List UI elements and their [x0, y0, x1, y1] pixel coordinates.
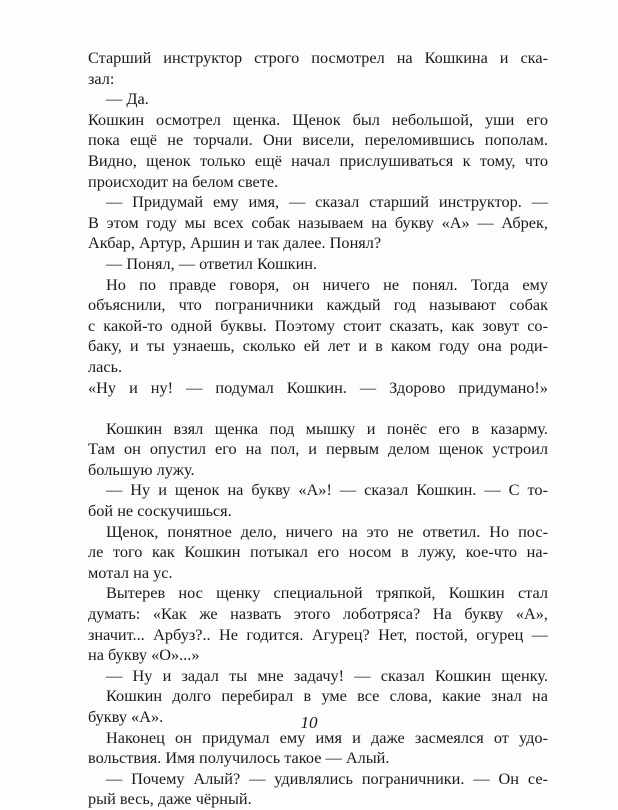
- text-line: баку, и ты узнаешь, сколько ей лет и в каком году она роди-: [88, 336, 548, 356]
- text-line: ле того как Кошкин потыкал его носом в лужу, кое-что на-: [88, 542, 548, 562]
- text-line: зал:: [88, 68, 115, 88]
- text-line: на букву «О»...»: [88, 645, 200, 665]
- text-line: В этом году мы всех собак называем на букву «А» — Абрек,: [88, 212, 548, 232]
- text-line: значит... Арбуз?.. Не годится. Агурец? Нет, постой, огурец —: [88, 624, 548, 644]
- text-line: Наконец он придумал ему имя и даже засмеялся от удо-: [106, 727, 548, 747]
- text-line: происходит на белом свете.: [88, 171, 279, 191]
- text-line: — Ну и щенок на букву «А»! — сказал Кошкин. — С то-: [106, 480, 548, 500]
- text-line: пока ещё не торчали. Они висели, переломившись пополам.: [88, 130, 548, 150]
- text-line: думать: «Как же назвать этого лоботряса? На букву «А»,: [88, 604, 548, 624]
- text-line: большую лужу.: [88, 459, 195, 479]
- text-line: Видно, щенок только ещё начал прислушиваться к тому, что: [88, 150, 548, 170]
- text-line: букву «А».: [88, 707, 164, 726]
- text-line: вольствия. Имя получилось такое — Алый.: [88, 748, 390, 768]
- text-line: бой не соскучишься.: [88, 501, 232, 521]
- text-line: с какой-то одной буквы. Поэтому стоит сказать, как зовут со-: [88, 315, 548, 335]
- text-line: объяснили, что пограничники каждый год называют собак: [88, 295, 548, 315]
- text-line: мотал на ус.: [88, 562, 173, 582]
- text-line: «Ну и ну! — подумал Кошкин. — Здорово придумано!»: [88, 377, 548, 397]
- text-line: — Да.: [106, 89, 149, 109]
- page-number: 10: [300, 713, 318, 732]
- page-text: [88, 48, 548, 810]
- text-line: лась.: [88, 356, 123, 376]
- text-line: Кошкин взял щенка под мышку и понёс его в казарму.: [106, 418, 548, 438]
- text-line: — Придумай ему имя, — сказал старший инструктор. —: [106, 192, 548, 212]
- text-line: — Почему Алый? — удивлялись пограничники. — Он се-: [106, 768, 548, 788]
- text-line: Акбар, Артур, Аршин и так далее. Понял?: [88, 233, 382, 253]
- section-gap: [88, 398, 548, 419]
- text-line: Но по правде говоря, он ничего не понял. Тогда ему: [106, 274, 548, 294]
- text-line: — Ну и задал ты мне задачу! — сказал Кошкин щенку.: [106, 665, 548, 685]
- text-line: Старший инструктор строго посмотрел на Кошкина и ска-: [88, 48, 548, 67]
- text-line: Кошкин осмотрел щенка. Щенок был небольшой, уши его: [88, 109, 548, 129]
- text-line: — Понял, — ответил Кошкин.: [106, 253, 318, 273]
- text-line: Щенок, понятное дело, ничего на это не ответил. Но пос-: [106, 521, 548, 541]
- text-line: Вытерев нос щенку специальной тряпкой, Кошкин стал: [106, 583, 548, 603]
- text-line: рый весь, даже чёрный.: [88, 789, 252, 809]
- text-line: Там он опустил его на пол, и первым делом щенок устроил: [88, 439, 548, 459]
- text-line: Кошкин долго перебирал в уме все слова, какие знал на: [106, 686, 548, 706]
